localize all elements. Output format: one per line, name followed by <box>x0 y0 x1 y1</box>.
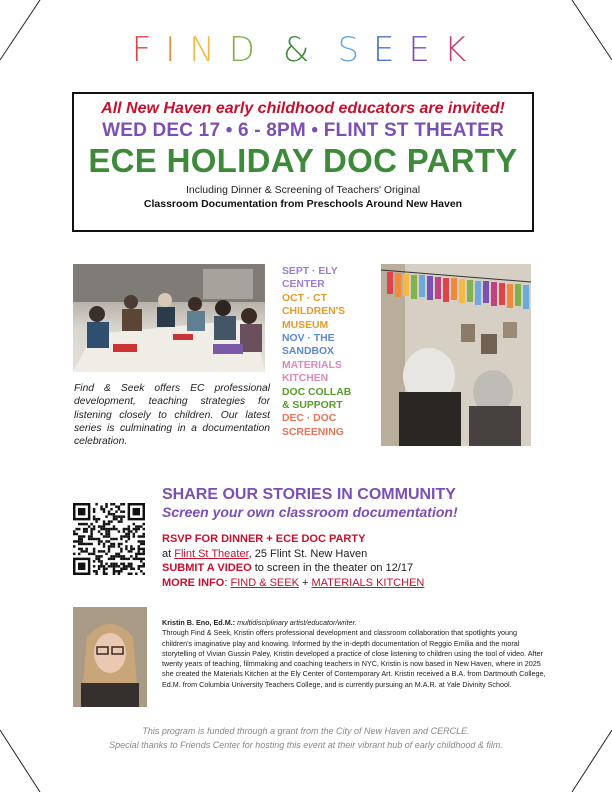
brand-letter: E <box>408 30 444 70</box>
schedule-line: & SUPPORT <box>282 400 343 412</box>
schedule-line: CENTER <box>282 279 325 291</box>
schedule-line: SCREENING <box>282 426 344 438</box>
brand-letter: S <box>337 30 374 70</box>
brand-letter: I <box>165 30 190 70</box>
author-bio <box>162 618 546 690</box>
author-portrait <box>73 607 147 707</box>
brand-letter: K <box>444 30 481 70</box>
series-schedule <box>282 265 374 439</box>
brand-letter: D <box>228 30 269 70</box>
thanks-note: Special thanks to Friends Center for hosting this event at their vibrant hub of early childhood & film. <box>109 740 503 750</box>
event-datetime: WED DEC 17 • 6 - 8PM • FLINT ST THEATER <box>102 120 504 141</box>
author-name: Kristin B. Eno, Ed.M.: <box>162 618 236 627</box>
event-subtitle-bold: Classroom Documentation from Preschools Around New Haven <box>143 198 463 210</box>
rsvp-at: at <box>162 547 175 560</box>
link-plus: + <box>298 576 312 589</box>
schedule-line: MUSEUM <box>282 319 329 331</box>
rsvp-block <box>162 532 542 590</box>
find-seek-link[interactable]: FIND & SEEK <box>230 576 299 589</box>
qr-code[interactable] <box>73 503 145 575</box>
schedule-line: OCT · CT <box>282 292 328 304</box>
share-subheading: Screen your own classroom documentation! <box>162 504 458 520</box>
schedule-line: SANDBOX <box>282 346 334 358</box>
intro-text: Find & Seek offers EC professional development, teaching strategies for listening closely to children. Our latest series is culminating in a documentation celebration. <box>74 383 270 448</box>
brand-letter: F <box>131 30 166 70</box>
workshop-photo <box>73 264 265 372</box>
more-info-sep: : <box>224 576 231 589</box>
schedule-line: SEPT · ELY <box>282 266 338 277</box>
exhibit-photo <box>381 264 531 446</box>
submit-label: SUBMIT A VIDEO <box>162 562 252 575</box>
brand-letter: & <box>282 30 324 70</box>
materials-kitchen-link[interactable]: MATERIALS KITCHEN <box>311 576 425 589</box>
funding-note: This program is funded through a grant from the City of New Haven and CERCLE. <box>142 726 470 736</box>
footer <box>0 724 612 752</box>
event-title: ECE HOLIDAY DOC PARTY <box>88 142 518 179</box>
venue-link[interactable]: Flint St Theater <box>174 547 249 560</box>
brand-letter: E <box>373 30 409 70</box>
author-bio-body: Through Find & Seek, Kristin offers professional development and classroom collaboration that spotlights young children's imaginative play and knowing. Informed by the in-depth documentation of Reggio Emilia and the moral storytelling of Vivian Gussin Paley, Kristin developed a practice of close listening to children using the tool of video. After twenty years of teaching, filmmaking and coaching teachers in NYC, Kristin is now based in New Haven, where in 2025 she created the Materials Kitchen at the Ely Center of Contemporary Art. Kristin received a B.A. from Dartmouth College, Ed.M. from Columbia University Teachers College, and is currently pursuing an M.A.R. at Yale Divinity School. <box>162 628 546 689</box>
rsvp-line: RSVP FOR DINNER + ECE DOC PARTY <box>162 533 366 545</box>
brand-logo <box>0 30 612 70</box>
event-subtitle: Including Dinner & Screening of Teachers' Original <box>185 184 421 196</box>
schedule-line: DOC COLLAB <box>282 386 352 398</box>
brand-letter: N <box>189 30 229 70</box>
venue-address: , 25 Flint St. New Haven <box>248 547 368 560</box>
share-heading: SHARE OUR STORIES IN COMMUNITY <box>162 486 456 503</box>
schedule-line: MATERIALS <box>282 359 342 371</box>
submit-text: to screen in the theater on 12/17 <box>251 562 414 575</box>
schedule-line: KITCHEN <box>282 373 329 385</box>
author-role: multidisciplinary artist/educator/writer. <box>235 618 357 627</box>
more-info-label: MORE INFO <box>162 576 225 589</box>
schedule-line: DEC · DOC <box>282 413 337 425</box>
invite-line: All New Haven early childhood educators are invited! <box>101 100 505 117</box>
schedule-line: NOV · THE <box>282 333 335 345</box>
schedule-line: CHILDREN'S <box>282 306 346 318</box>
event-header-box <box>72 92 534 232</box>
